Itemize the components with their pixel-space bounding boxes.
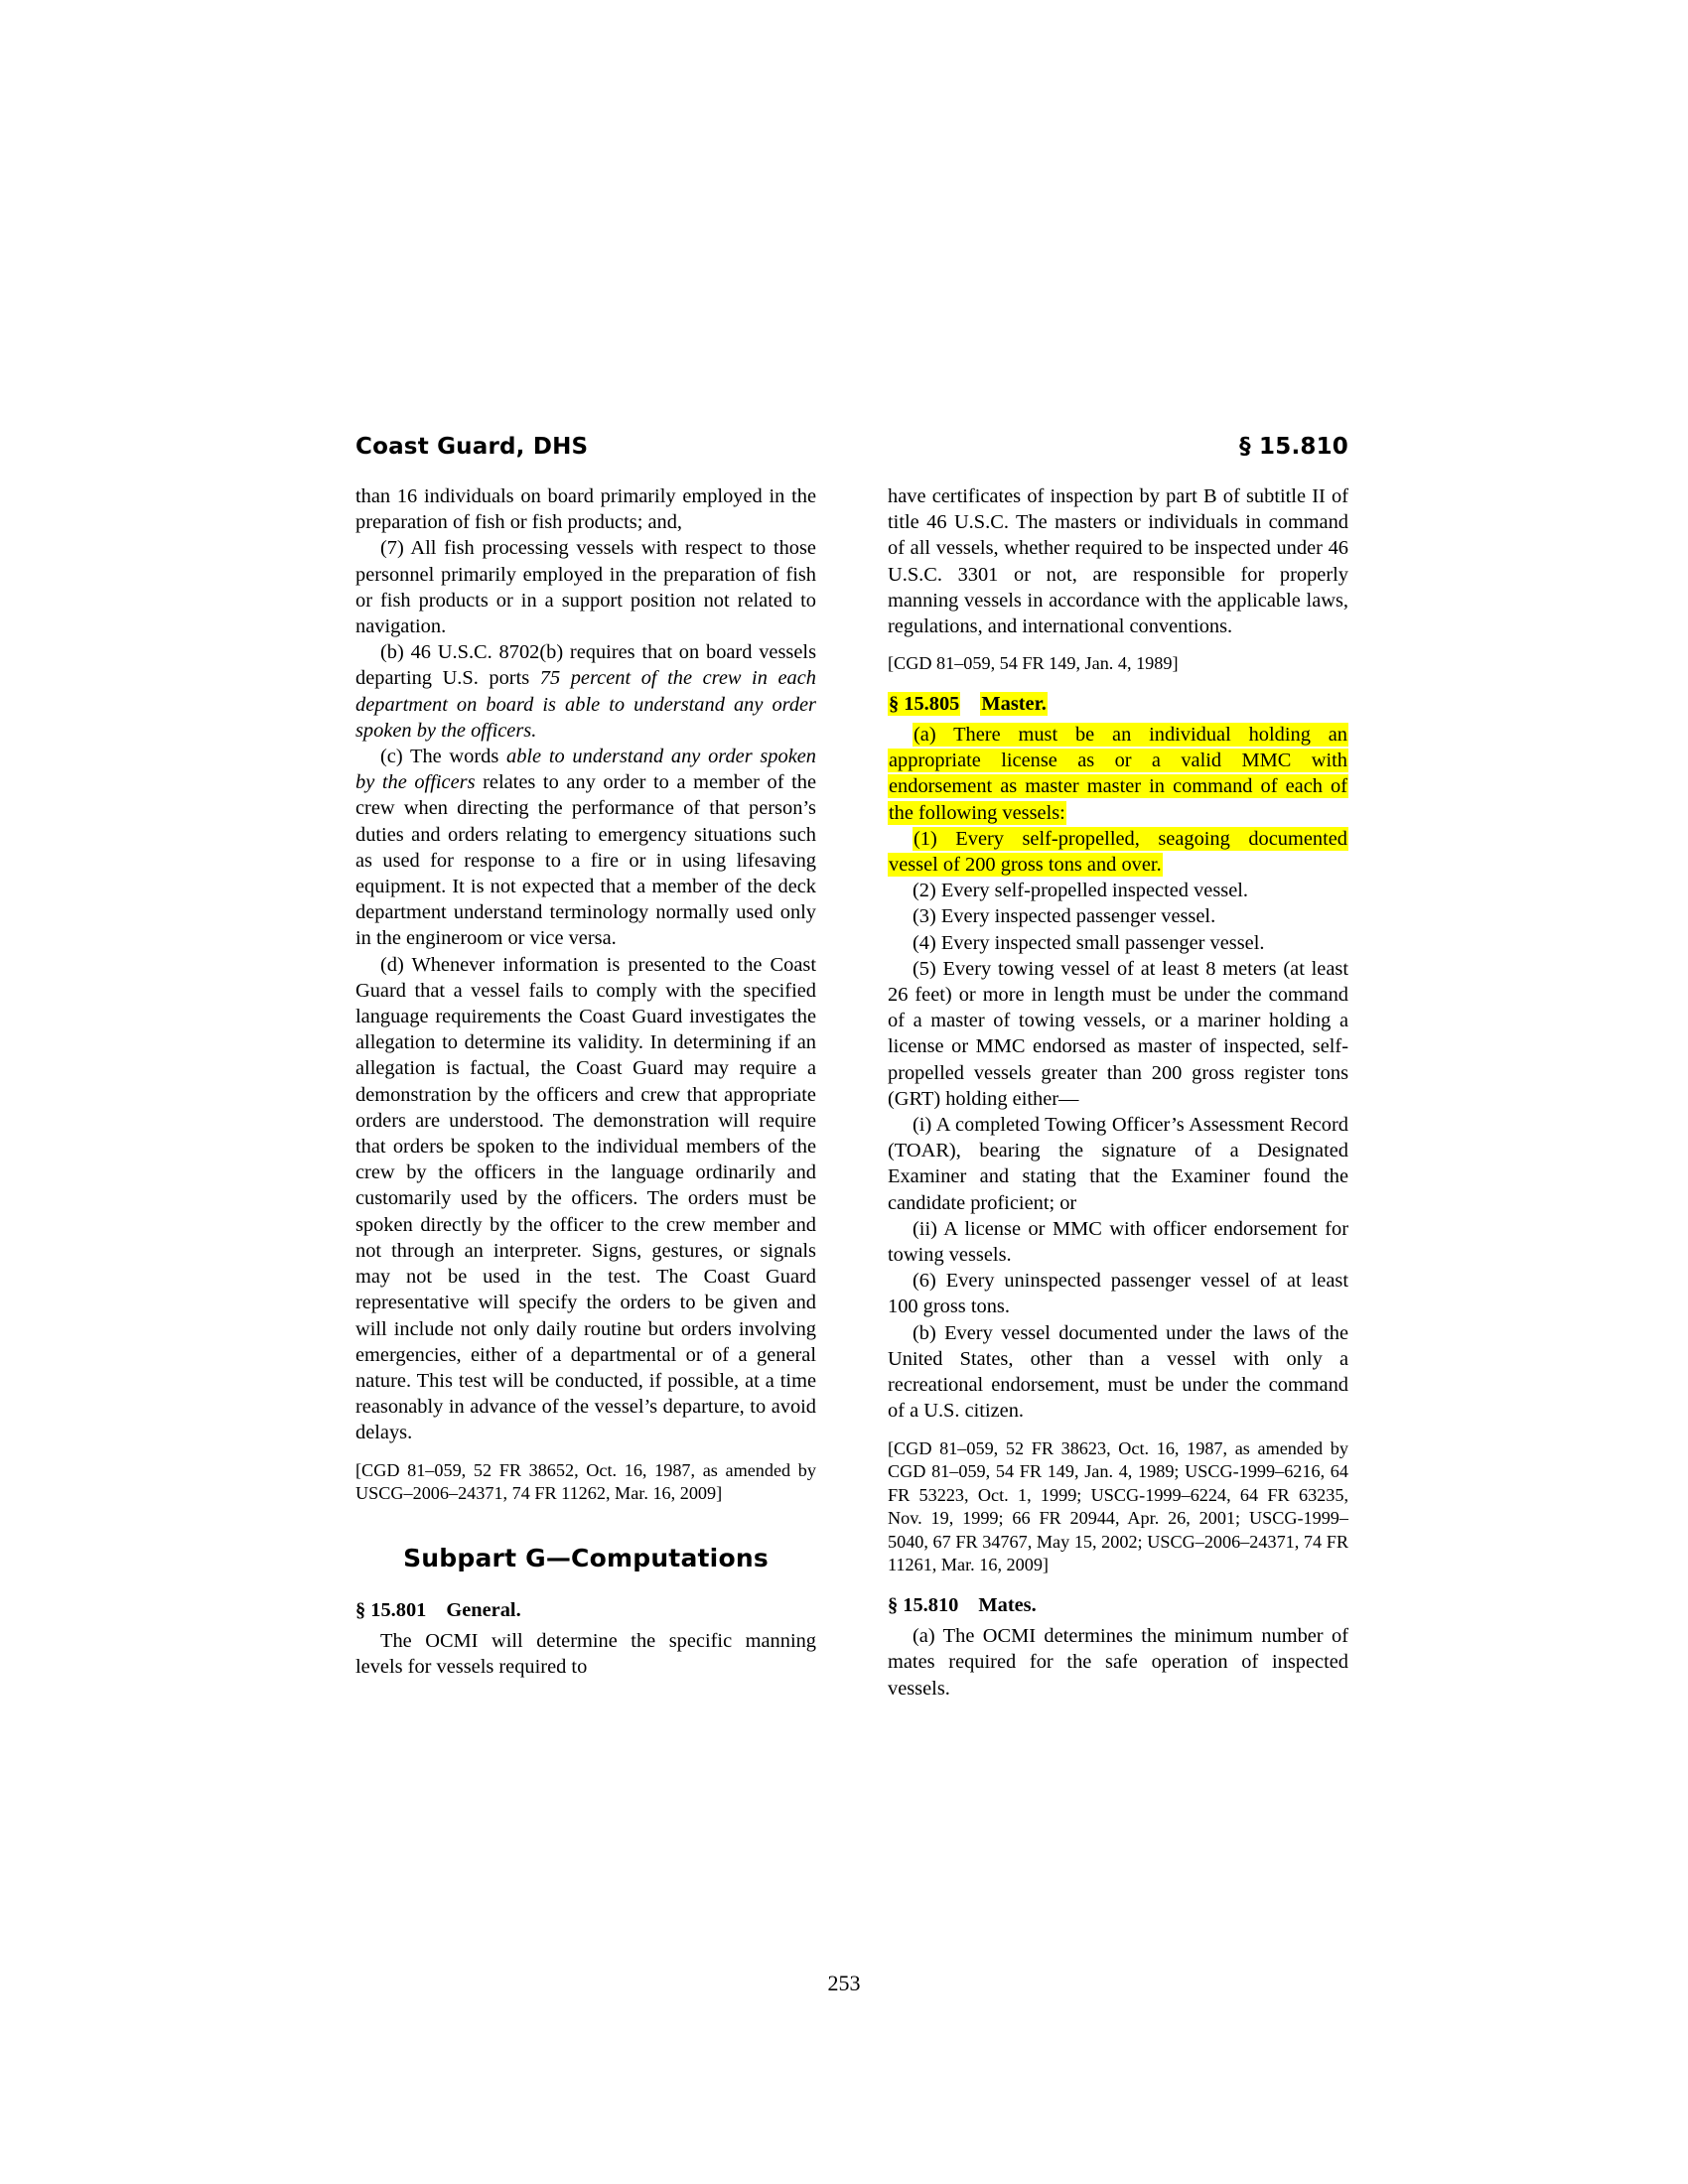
citation-block-right-lower: [CGD 81–059, 52 FR 38623, Oct. 16, 1987, as amended by CGD 81–059, 54 FR 149, Jan. 4, 1989; USCG-1999–6216, 64 FR 53223, Oct. 1, 1999; USCG-1999–6224, 64 FR 63235, Nov. 19, 1999; 66 FR 20944, Apr. 26, 2001; USCG-1999–5040, 67 FR 34767, May 15, 2002; USCG–2006–24371, 74 FR 11261, Mar. 16, 2009] xyxy=(888,1437,1348,1575)
paragraph-d: (d) Whenever information is presented to the Coast Guard that a vessel fails to comply with the specified language requirements the Coast Guard investigates the allegation to determine its validity. In determining if an allegation is factual, the Coast Guard may require a demonstration by the officers and crew that appropriate orders are understood. The demonstration will require that orders be spoken to the individual members of the crew by the officers in the language ordinarily and customarily used by the officers. The orders must be spoken directly by the officer to the crew member and not through an interpreter. Signs, gestures, or signals may not be used in the test. The Coast Guard representative will specify the orders to be given and will include not only daily routine but orders involving emergencies, either of a departmental or of a general nature. This test will be conducted, if possible, at a time reasonably in advance of the vessel’s departure, to avoid delays. xyxy=(355,953,816,1444)
section-15-805-item-1-text: (1) Every self-propelled, seagoing documented vessel of 200 gross tons and over. xyxy=(889,827,1347,877)
section-heading-15-810 xyxy=(888,1592,1348,1618)
section-15-805-item-5-ii: (ii) A license or MMC with officer endorsement for towing vessels. xyxy=(888,1217,1348,1267)
running-head-left: Coast Guard, DHS xyxy=(355,434,589,460)
section-number-15-801: § 15.801 xyxy=(355,1598,427,1621)
section-15-805-item-1 xyxy=(888,826,1348,878)
section-heading-15-801 xyxy=(355,1597,816,1623)
paragraph-continued-right: have certificates of inspection by part B of subtitle II of title 46 U.S.C. The masters or individuals in command of all vessels, whether required to be inspected under 46 U.S.C. 3301 or not, are responsible for properly manning vessels in accordance with the applicable laws, regulations, and international conventions. xyxy=(888,485,1348,638)
section-15-805-paragraph-a xyxy=(888,722,1348,826)
page-number: 253 xyxy=(827,1971,861,1995)
paragraph-c-rest: relates to any order to a member of the crew when directing the performance of that person’s duties and orders relating to emergency situations such as used for response to a fire or in using lifesaving equipment. It is not expected that a member of the deck department understand terminology normally used only in the engineroom or vice versa. xyxy=(355,771,817,950)
paragraph-b-italic: 75 percent of the crew in each department on board is able to understand any order spoken by the officers. xyxy=(355,667,816,742)
section-15-801-body: The OCMI will determine the specific manning levels for vessels required to xyxy=(355,1630,816,1679)
citation-block-left: [CGD 81–059, 52 FR 38652, Oct. 16, 1987, as amended by USCG–2006–24371, 74 FR 11262, Mar. 16, 2009] xyxy=(355,1459,816,1504)
right-column xyxy=(888,483,1348,1893)
citation-block-right-upper: [CGD 81–059, 54 FR 149, Jan. 4, 1989] xyxy=(888,653,1179,674)
section-15-805-paragraph-b: (b) Every vessel documented under the laws of the United States, other than a vessel with only a recreational endorsement, must be under the command of a U.S. citizen. xyxy=(888,1321,1348,1423)
section-15-805-item-6: (6) Every uninspected passenger vessel of at least 100 gross tons. xyxy=(888,1270,1348,1318)
section-15-805-item-5-i: (i) A completed Towing Officer’s Assessment Record (TOAR), bearing the signature of a Designated Examiner and stating that the Examiner found the candidate proficient; or xyxy=(888,1114,1348,1214)
subpart-heading-g: Subpart G—Computations xyxy=(403,1543,769,1572)
paragraph-c-italic-quote: able to understand any order spoken by the officers xyxy=(355,746,816,794)
paragraph-c-lead: (c) The words xyxy=(380,746,506,768)
section-number-15-810: § 15.810 xyxy=(888,1594,959,1617)
section-title-15-810: Mates. xyxy=(978,1594,1037,1617)
paragraph-b xyxy=(355,639,816,744)
section-15-805-paragraph-a-text: (a) There must be an individual holding an appropriate license as or a valid MMC with endorsement as master master in command of each of the following vessels: xyxy=(889,724,1347,824)
section-heading-15-805 xyxy=(888,691,1348,717)
two-column-body xyxy=(355,483,1348,1893)
section-15-805-item-3: (3) Every inspected passenger vessel. xyxy=(913,905,1216,928)
running-head xyxy=(355,434,1348,460)
paragraph-c xyxy=(355,744,816,952)
section-15-805-item-4: (4) Every inspected small passenger vessel. xyxy=(913,931,1265,954)
left-column xyxy=(355,483,816,1893)
section-title-15-801: General. xyxy=(446,1598,521,1621)
section-number-15-805: § 15.805 xyxy=(889,692,960,715)
section-title-15-805: Master. xyxy=(981,692,1047,715)
section-15-805-item-2: (2) Every self-propelled inspected vessel. xyxy=(913,880,1249,902)
section-15-810-paragraph-a: (a) The OCMI determines the minimum number of mates required for the safe operation of inspected vessels. xyxy=(888,1625,1348,1700)
running-head-right-section-number: § 15.810 xyxy=(1239,434,1348,460)
paragraph-b-lead: (b) 46 U.S.C. 8702(b) requires that on board vessels departing U.S. ports xyxy=(355,641,816,690)
paragraph-continued-6: than 16 individuals on board primarily employed in the preparation of fish or fish products; and, xyxy=(355,485,816,534)
paragraph-a-7: (7) All fish processing vessels with respect to those personnel primarily employed in the preparation of fish or fish products or in a support position not related to navigation. xyxy=(355,537,816,638)
section-15-805-item-5: (5) Every towing vessel of at least 8 meters (at least 26 feet) or more in length must be under the command of a master of towing vessels, or a mariner holding a license or MMC endorsed as master of inspected, self-propelled vessels greater than 200 gross register tons (GRT) holding either— xyxy=(888,957,1348,1110)
